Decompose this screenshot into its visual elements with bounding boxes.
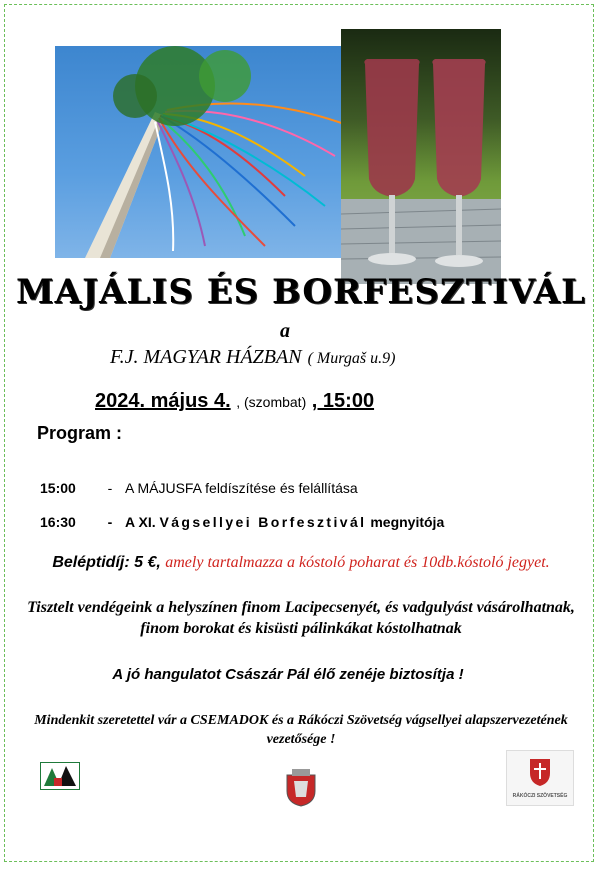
venue-name: F.J. MAGYAR HÁZBAN [110, 346, 302, 368]
program-text-prefix: A XI. [125, 514, 156, 530]
event-title: MAJÁLIS ÉS BORFESZTIVÁL [16, 272, 586, 312]
rakoczi-label: RÁKÓCZI SZÖVETSÉG [512, 793, 568, 799]
coat-of-arms-logo [284, 767, 318, 807]
event-time: , 15:00 [311, 390, 375, 412]
csemadok-logo [40, 762, 80, 790]
program-time: 15:00 [40, 480, 76, 496]
date-line [95, 390, 374, 413]
food-notice-line: Tisztelt vendégeink a helyszínen finom Lacipecsenyét, és vadgulyást vásárolhatnak, [27, 599, 575, 616]
program-time: 16:30 [40, 514, 76, 530]
wine-glasses-photo [341, 29, 501, 284]
program-dash: - [107, 480, 113, 496]
food-notice [10, 597, 592, 639]
program-text-suffix: megnyitója [370, 514, 445, 530]
event-day: , (szombat) [236, 394, 307, 410]
program-item [40, 514, 444, 530]
program-text-festival: Vágsellyei Borfesztivál [159, 514, 367, 530]
venue-line [110, 346, 395, 369]
program-dash: - [107, 514, 113, 530]
maypole-photo [55, 46, 355, 258]
program-item [40, 480, 358, 496]
music-note: A jó hangulatot Császár Pál élő zenéje biztosítja ! [112, 666, 464, 683]
title-connector: a [280, 320, 290, 342]
invite-line: Mindenkit szeretettel vár a CSEMADOK és a Rákóczi Szövetség vágsellyei alapszervezetének [34, 713, 568, 728]
event-date: 2024. május 4. [95, 390, 231, 412]
entry-fee-label: Beléptidíj: 5 €, [52, 554, 161, 571]
venue-address: ( Murgaš u.9) [307, 350, 396, 367]
program-text: A MÁJUSFA feldíszítése és felállítása [125, 480, 358, 496]
entry-fee-detail: amely tartalmazza a kóstoló poharat és 10db.kóstoló jegyet. [165, 554, 550, 571]
food-notice-line: finom borokat és kisüsti pálinkákat kóstolhatnak [140, 620, 462, 637]
entry-fee [0, 554, 602, 572]
rakoczi-szovetseg-logo [506, 750, 574, 806]
program-heading: Program : [37, 423, 123, 443]
invite-line: vezetősége ! [266, 732, 336, 747]
organizer-invite [12, 711, 590, 749]
